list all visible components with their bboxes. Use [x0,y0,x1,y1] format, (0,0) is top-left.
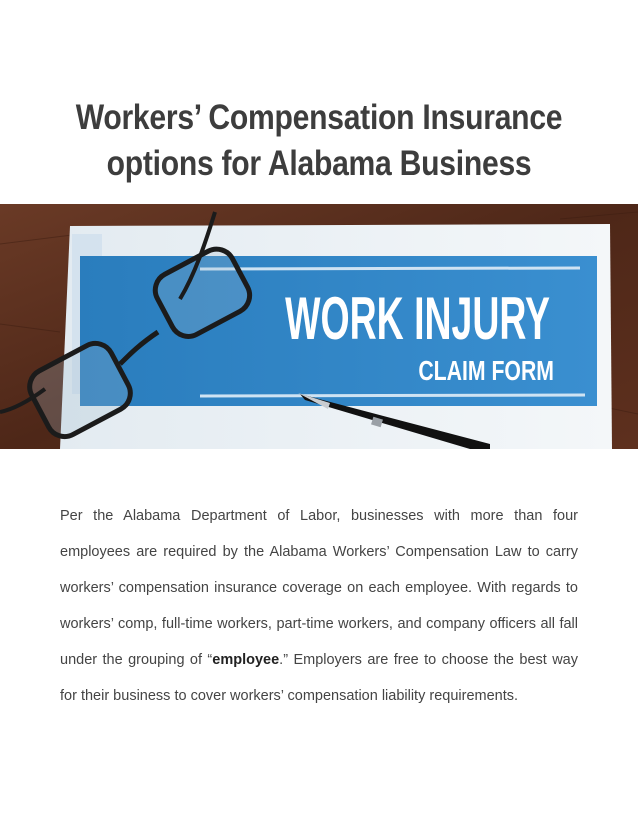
body-paragraph [60,498,578,714]
banner-text-work-injury: WORK INJURY [285,285,550,353]
paragraph-text-end: .” Employers are free to choose the best way for their business to cover workers’ compensation liability requirements. [60,652,578,704]
paragraph-text-start: Per the Alabama Department of Labor, businesses with more than four employees are required by the Alabama Workers’ Compensation Law to carry workers’ compensation insurance coverage on each employee. With regards to workers’ comp, full-time workers, part-time workers, and company officers all fall under the grouping of “ [60,508,578,668]
page-title [62,95,576,187]
title-line-2: options for Alabama Business [106,144,532,183]
banner-text-claim-form: CLAIM FORM [418,356,555,387]
work-injury-claim-form-photo [0,204,638,449]
employee-emphasis: employee [212,652,280,668]
title-line-1: Workers’ Compensation Insurance [75,98,563,137]
